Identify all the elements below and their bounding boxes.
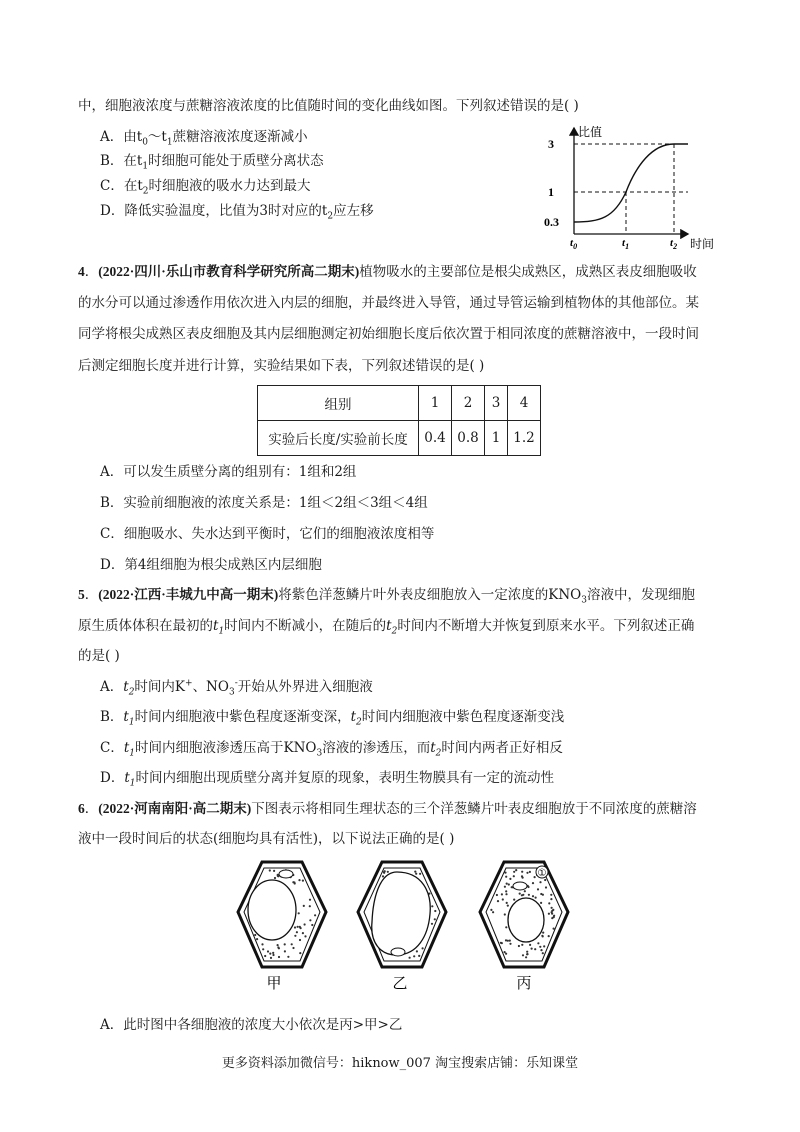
page-footer: 更多资料添加微信号：hiknow_007 淘宝搜索店铺：乐知课堂 [221, 1056, 579, 1071]
q3-option-d[interactable]: D．降低实验温度，比值为3时对应的$t_2$应左移 [100, 203, 374, 222]
stipple-dot [521, 944, 523, 946]
label-yi: 乙 [392, 976, 408, 992]
stipple-dot [525, 956, 527, 958]
cell-bing [480, 862, 568, 967]
stipple-dot [544, 879, 546, 881]
stipple-dot [526, 872, 528, 874]
stipple-dot [422, 947, 424, 949]
stipple-dot [431, 923, 433, 925]
table-cell: 1 [485, 421, 508, 456]
stipple-dot [504, 886, 506, 888]
table-cell: 3 [485, 386, 508, 421]
cell-yi [358, 862, 446, 967]
stipple-dot [540, 902, 542, 904]
stipple-dot [531, 948, 533, 950]
stipple-dot [522, 954, 524, 956]
q6-option-a[interactable]: A．此时图中各细胞液的浓度大小依次是丙>甲>乙 [100, 1017, 403, 1033]
stipple-dot [416, 950, 418, 952]
q5-stem-line-1: 5．(2022·江西·丰城九中高一期末)将紫色洋葱鳞片叶外表皮细胞放入一定浓度的$KNO_3$溶液中，发现细胞 [78, 587, 695, 606]
stipple-dot [550, 898, 552, 900]
stipple-dot [298, 879, 300, 881]
stipple-dot [419, 873, 421, 875]
stipple-dot [537, 942, 539, 944]
stipple-dot [504, 913, 506, 915]
stipple-dot [505, 953, 507, 955]
stipple-dot [506, 902, 508, 904]
q6-stem-line-2: 液中一段时间后的状态(细胞均具有活性)，以下说法正确的是( ) [78, 831, 455, 847]
stipple-dot [297, 926, 299, 928]
stipple-dot [513, 875, 515, 877]
stipple-dot [284, 943, 286, 945]
q5-option-b[interactable]: B．$t_1$时间内细胞液中紫色程度逐渐变深，$t_2$时间内细胞液中紫色程度逐渐变浅 [100, 709, 565, 728]
stipple-dot [539, 881, 541, 883]
cell-jia [238, 862, 326, 967]
stipple-dot [515, 869, 517, 871]
q6-cell-figure [222, 852, 592, 992]
stipple-dot [508, 883, 510, 885]
stipple-dot [505, 876, 507, 878]
stipple-dot [500, 942, 502, 944]
stipple-dot [302, 880, 304, 882]
stipple-dot [521, 871, 523, 873]
table-cell: 0.8 [452, 421, 485, 456]
stipple-dot [507, 940, 509, 942]
nucleus-yi [391, 948, 405, 956]
stipple-dot [292, 947, 294, 949]
stipple-dot [550, 894, 552, 896]
stipple-dot [551, 917, 553, 919]
q3-stem-tail: 中，细胞液浓度与蔗糖溶液浓度的比值随时间的变化曲线如图。下列叙述错误的是( ) [78, 98, 579, 114]
table-row [258, 386, 541, 421]
stipple-dot [278, 956, 280, 958]
chart-ylabel: 比值 [578, 125, 603, 139]
stipple-dot [311, 924, 313, 926]
stipple-dot [262, 948, 264, 950]
stipple-dot [509, 878, 511, 880]
stipple-dot [552, 909, 554, 911]
stipple-dot [548, 902, 550, 904]
stipple-dot [504, 872, 506, 874]
q4-option-a[interactable]: A．可以发生质壁分离的组别有：1组和2组 [100, 464, 357, 480]
q4-stem-line-2: 的水分可以通过渗透作用依次进入内层的细胞，并最终进入导管，通过导管运输到植物体的其他部位。某 [78, 295, 699, 311]
stipple-dot [532, 895, 534, 897]
stipple-dot [548, 913, 550, 915]
stipple-dot [434, 918, 436, 920]
stipple-dot [277, 875, 279, 877]
vacuole-bing [508, 898, 544, 942]
q6-stem-line-1: 6．(2022·河南南阳·高二期末)下图表示将相同生理状态的三个洋葱鳞片叶表皮细胞放于不同浓度的蔗糖溶 [78, 801, 697, 817]
stipple-dot [264, 955, 266, 957]
stipple-dot [542, 894, 544, 896]
stipple-dot [256, 938, 258, 940]
stipple-dot [431, 905, 433, 907]
stipple-dot [551, 907, 553, 909]
stipple-dot [539, 946, 541, 948]
stipple-dot [272, 952, 274, 954]
q3-option-c[interactable]: C．在$t_2$时细胞液的吸水力达到最大 [100, 178, 311, 197]
stipple-dot [384, 870, 386, 872]
stipple-dot [277, 946, 279, 948]
stipple-dot [415, 873, 417, 875]
stipple-dot [542, 932, 544, 934]
stipple-dot [309, 905, 311, 907]
q4-stem-line-4: 后测定细胞长度并进行计算，实验结果如下表，下列叙述错误的是( ) [78, 358, 485, 374]
stipple-dot [414, 871, 416, 873]
stipple-dot [298, 912, 300, 914]
stipple-dot [505, 926, 507, 928]
stipple-dot [294, 882, 296, 884]
stipple-dot [534, 948, 536, 950]
stipple-dot [309, 919, 311, 921]
stipple-dot [496, 894, 498, 896]
stipple-dot [299, 939, 301, 941]
label-jia: 甲 [266, 976, 282, 992]
stipple-dot [291, 943, 293, 945]
stipple-dot [518, 945, 520, 947]
table-cell: 4 [508, 386, 541, 421]
stipple-dot [513, 871, 515, 873]
chart-ytick-0-3: 0.3 [544, 215, 559, 229]
table-cell: 组别 [258, 386, 419, 421]
ratio-chart [540, 122, 730, 252]
stipple-dot [299, 952, 301, 954]
q3-option-a[interactable]: A．由$t_0\sim t_1$蔗糖溶液浓度逐渐减小 [100, 129, 308, 148]
chart-ytick-1: 1 [548, 185, 554, 199]
chart-xtick-t2: $t_2$ [670, 237, 678, 251]
stipple-dot [509, 940, 511, 942]
stipple-dot [490, 909, 492, 911]
stipple-dot [511, 886, 513, 888]
stipple-dot [387, 871, 389, 873]
stipple-dot [519, 893, 521, 895]
stipple-dot [418, 955, 420, 957]
stipple-dot [314, 914, 316, 916]
stipple-dot [287, 956, 289, 958]
chart-xtick-t1: $t_1$ [622, 237, 630, 251]
stipple-dot [526, 953, 528, 955]
stipple-dot [542, 935, 544, 937]
chart-series-line [574, 144, 688, 222]
stipple-dot [505, 893, 507, 895]
chart-xlabel: 时间 [690, 237, 715, 251]
table-cell: 2 [452, 386, 485, 421]
stipple-dot [535, 897, 537, 899]
stipple-dot [551, 913, 553, 915]
stipple-dot [409, 957, 411, 959]
stipple-dot [382, 875, 384, 877]
stipple-dot [497, 900, 499, 902]
stipple-dot [269, 953, 271, 955]
stipple-dot [548, 935, 550, 937]
stipple-dot [299, 926, 301, 928]
q3-option-b[interactable]: B．在$t_1$时细胞可能处于质壁分离状态 [100, 153, 324, 172]
q4-results-table [257, 385, 541, 456]
stipple-dot [273, 870, 275, 872]
stipple-dot [492, 911, 494, 913]
stipple-dot [502, 898, 504, 900]
chart-xtick-t0: $t_0$ [570, 237, 578, 251]
q4-stem-line-1: 4．(2022·四川·乐山市教育科学研究所高二期末)植物吸水的主要部位是根尖成熟区，成熟区表皮细胞吸收 [78, 264, 697, 280]
stipple-dot [509, 943, 511, 945]
stipple-dot [270, 957, 272, 959]
stipple-dot [294, 935, 296, 937]
stipple-dot [413, 955, 415, 957]
stipple-dot [545, 886, 547, 888]
stipple-dot [524, 890, 526, 892]
marker-label: ① [537, 868, 547, 879]
stipple-dot [507, 905, 509, 907]
stipple-dot [277, 944, 279, 946]
nucleus-jia [279, 870, 293, 878]
table-cell: 1.2 [508, 421, 541, 456]
nucleus-bing [513, 882, 527, 890]
stipple-dot [269, 869, 271, 871]
chart-ytick-3: 3 [548, 137, 554, 151]
q5-option-a[interactable]: A．$t_2$时间内K+、$NO_3^-$开始从外界进入细胞液 [100, 678, 373, 698]
q5-stem-line-3: 的是( ) [78, 648, 120, 664]
stipple-dot [267, 950, 269, 952]
stipple-dot [309, 899, 311, 901]
stipple-dot [303, 905, 305, 907]
q4-option-b[interactable]: B．实验前细胞液的浓度关系是：1组＜2组＜3组＜4组 [100, 495, 428, 511]
table-cell: 1 [419, 386, 452, 421]
stipple-dot [540, 949, 542, 951]
q4-stem-line-3: 同学将根尖成熟区表皮细胞及其内层细胞测定初始细胞长度后依次置于相同浓度的蔗糖溶液中，一段时间 [78, 326, 699, 342]
q5-stem-line-2: 原生质体体积在最初的$t_1$时间内不断减小，在随后的$t_2$时间内不断增大并恢复到原来水平。下列叙述正确 [78, 618, 695, 637]
stipple-dot [296, 931, 298, 933]
stipple-dot [254, 934, 256, 936]
stipple-dot [304, 923, 306, 925]
stipple-dot [274, 877, 276, 879]
stipple-dot [553, 928, 555, 930]
stipple-dot [504, 951, 506, 953]
stipple-dot [534, 876, 536, 878]
stipple-dot [543, 945, 545, 947]
stipple-dot [528, 894, 530, 896]
table-cell: 实验后长度/实验前长度 [258, 421, 419, 456]
table-cell: 0.4 [419, 421, 452, 456]
stipple-dot [529, 944, 531, 946]
q4-option-c[interactable]: C．细胞吸水、失水达到平衡时，它们的细胞液浓度相等 [100, 526, 435, 542]
q4-option-d[interactable]: D．第4组细胞为根尖成熟区内层细胞 [100, 557, 322, 573]
stipple-dot [302, 932, 304, 934]
stipple-dot [284, 950, 286, 952]
q5-option-d[interactable]: D．$t_1$时间内细胞出现质壁分离并复原的现象，表明生物膜具有一定的流动性 [100, 770, 554, 789]
stipple-dot [553, 915, 555, 917]
table-row [258, 421, 541, 456]
stipple-dot [304, 935, 306, 937]
q5-option-c[interactable]: C．$t_1$时间内细胞液渗透压高于$KNO_3$溶液的渗透压，而$t_2$时间内两者正好相反 [100, 740, 563, 759]
stipple-dot [526, 951, 528, 953]
stipple-dot [434, 910, 436, 912]
stipple-dot [272, 954, 274, 956]
stipple-dot [505, 890, 507, 892]
vacuole-jia [248, 880, 296, 940]
stipple-dot [522, 894, 524, 896]
stipple-dot [537, 888, 539, 890]
stipple-dot [501, 893, 503, 895]
stipple-dot [513, 899, 515, 901]
stipple-dot [294, 926, 296, 928]
stipple-dot [542, 952, 544, 954]
label-bing: 丙 [516, 976, 532, 992]
stipple-dot [506, 883, 508, 885]
stipple-dot [261, 943, 263, 945]
stipple-dot [532, 882, 534, 884]
stipple-dot [529, 871, 531, 873]
stipple-dot [521, 875, 523, 877]
